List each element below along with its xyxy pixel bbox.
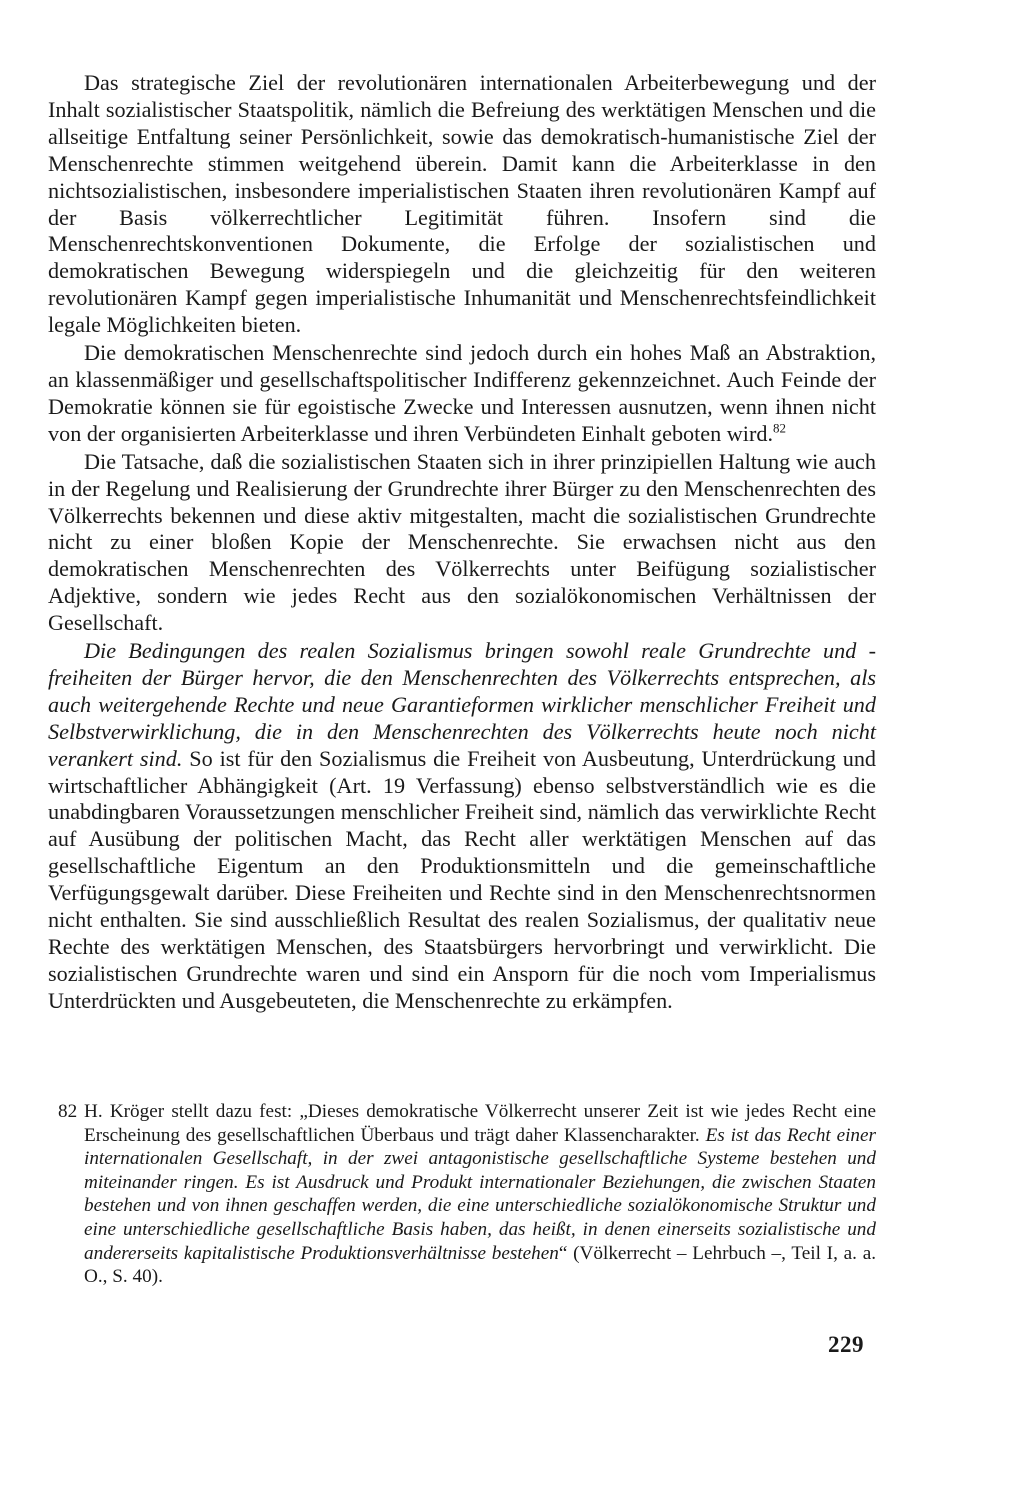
- paragraph-2: [48, 340, 876, 448]
- footnote-text: [84, 1100, 876, 1289]
- footnote-quote: Es ist das Recht einer internationalen Gesellschaft, in der zwei antagonistische gesellschaftliche Systeme bestehen und miteinander ringen. Es ist Ausdruck und Produkt internationaler Beziehungen, die zwischen Staaten bestehen und von ihnen geschaffen werden, die eine unterschiedliche sozialökonomische Struktur und eine unterschiedliche gesellschaftliche Basis haben, das heißt, in denen einerseits sozialistische und andererseits kapitalistische Produktionsverhältnisse bestehen: [84, 1124, 877, 1264]
- footnote-citation: “ (Völkerrecht – Lehrbuch –, Teil I, a. a. O., S. 40).: [84, 1242, 877, 1288]
- page-number: 229: [828, 1332, 864, 1357]
- paragraph-2-text: Die demokratischen Menschenrechte sind jedoch durch ein hohes Maß an Abstraktion, an klassenmäßiger und gesellschaftspolitischer Indifferenz gekennzeichnet. Auch Feinde der Demokratie können sie für egoistische Zwecke und Interessen ausnutzen, wenn ihnen nicht von der organisierten Arbeiterklasse und ihren Verbündeten Einhalt geboten wird.: [48, 340, 876, 446]
- footnote: [48, 1100, 876, 1289]
- paragraph-1-text: Das strategische Ziel der revolutionären internationalen Arbeiterbewegung und der Inhalt sozialistischer Staatspolitik, nämlich die Befreiung des werktätigen Menschen und die allseitige Entfaltung seiner Persönlichkeit, sowie das demokratisch-humanistische Ziel der Menschenrechte stimmen weitgehend überein. Damit kann die Arbeiterklasse in den nichtsozialistischen, insbesondere imperialistischen Staaten ihren revolutionären Kampf auf der Basis völkerrechtlicher Legitimität führen. Insofern sind die Menschenrechtskonventionen Dokumente, die Erfolge der sozialistischen und demokratischen Bewegung widerspiegeln und die gleichzeitig für den weiteren revolutionären Kampf gegen imperialistische Inhumanität und Menschenrechtsfeindlichkeit legale Möglichkeiten bieten.: [48, 70, 876, 338]
- paragraph-3-text: Die Tatsache, daß die sozialistischen Staaten sich in ihrer prinzipiellen Haltung wie auch in der Regelung und Realisierung der Grundrechte ihrer Bürger zu den Menschenrechten des Völkerrechts bekennen und diese aktiv mitgestalten, macht die sozialistischen Grundrechte nicht zu einer bloßen Kopie der Menschenrechte. Sie erwachsen nicht aus den demokratischen Menschenrechten des Völkerrechts unter Beifügung sozialistischer Adjektive, sondern wie jedes Recht aus den sozialökonomischen Verhältnissen der Gesellschaft.: [48, 448, 876, 636]
- footnote-number: 82: [58, 1101, 78, 1122]
- footnote-lead: H. Kröger stellt dazu fest: „Dieses demokratische Völkerrecht unserer Zeit ist wie jedes Recht eine Erscheinung des gesellschaftlichen Überbaus und trägt daher Klassencharakter.: [84, 1101, 876, 1146]
- paragraph-1: [48, 70, 876, 339]
- paragraph-4: [48, 638, 876, 1015]
- paragraph-4-emphasis: Die Bedingungen des realen Sozialismus bringen sowohl reale Grundrechte und -freiheiten der Bürger hervor, die den Menschenrechten des Völkerrechts entsprechen, als auch weitergehende Rechte und neue Garantieformen wirklicher menschlicher Freiheit und Selbstverwirklichung, die in den Menschenrechten des Völkerrechts heute noch nicht verankert sind.: [48, 638, 876, 771]
- footnote-reference[interactable]: 82: [773, 420, 787, 436]
- paragraph-3: [48, 449, 876, 637]
- paragraph-4-text: So ist für den Sozialismus die Freiheit von Ausbeutung, Unterdrückung und wirtschaftlicher Abhängigkeit (Art. 19 Verfassung) ebenso selbstverständlich wie es die unabdingbaren Voraussetzungen menschlicher Freiheit sind, nämlich das verwirklichte Recht auf Ausübung der politischen Macht, das Recht aller werktätigen Menschen auf das gesellschaftliche Eigentum an den Produktionsmitteln und die gemeinschaftliche Verfügungsgewalt darüber. Diese Freiheiten und Rechte sind in den Menschenrechtsnormen nicht enthalten. Sie sind ausschließlich Resultat des realen Sozialismus, der qualitativ neue Rechte des werktätigen Menschen, des Staatsbürgers hervorbringt und verwirklicht. Die sozialistischen Grundrechte waren und sind ein Ansporn für die noch vom Imperialismus Unterdrückten und Ausgebeuteten, die Menschenrechte zu erkämpfen.: [48, 745, 877, 1013]
- body-text: [48, 70, 876, 1015]
